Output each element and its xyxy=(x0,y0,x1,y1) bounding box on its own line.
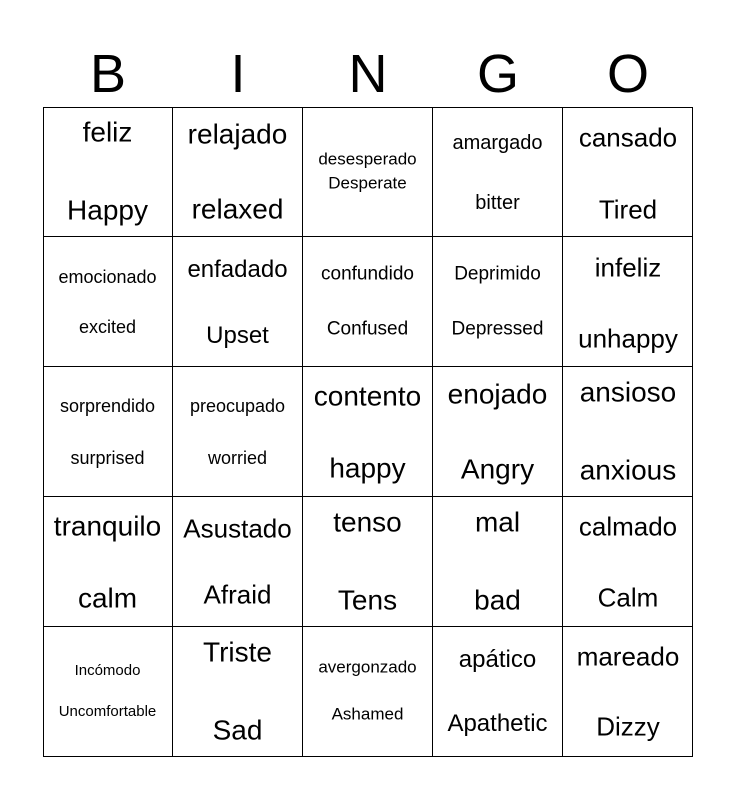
english-word: excited xyxy=(78,317,137,338)
spanish-word: calmado xyxy=(578,511,678,542)
bingo-cell[interactable] xyxy=(563,107,693,237)
spanish-word: Triste xyxy=(203,636,272,668)
spanish-word: amargado xyxy=(452,132,543,154)
spanish-word: enfadado xyxy=(187,255,288,283)
header-letter: I xyxy=(230,44,246,104)
header-letter: B xyxy=(89,44,127,104)
english-word: calm xyxy=(77,582,138,614)
spanish-word: feliz xyxy=(82,116,133,148)
bingo-cell[interactable] xyxy=(303,107,433,237)
english-word: bad xyxy=(474,584,521,616)
bingo-cell[interactable] xyxy=(563,367,693,497)
spanish-word: apático xyxy=(458,645,537,673)
bingo-cell[interactable] xyxy=(43,497,173,627)
spanish-word: Asustado xyxy=(183,513,292,544)
spanish-word: tranquilo xyxy=(53,510,162,542)
english-word: Upset xyxy=(206,321,269,349)
bingo-cell[interactable] xyxy=(433,107,563,237)
spanish-word: sorprendido xyxy=(59,396,156,417)
bingo-cell[interactable] xyxy=(43,107,173,237)
spanish-word: tenso xyxy=(333,506,402,538)
spanish-word: enojado xyxy=(447,378,548,410)
spanish-word: Incómodo xyxy=(74,661,141,679)
english-word: Calm xyxy=(597,582,659,613)
spanish-word: infeliz xyxy=(594,252,662,283)
english-word: Tens xyxy=(337,584,398,616)
english-word: worried xyxy=(207,448,268,469)
english-word: Confused xyxy=(326,318,409,340)
bingo-cell[interactable] xyxy=(303,367,433,497)
english-word: Depressed xyxy=(451,318,544,340)
header-letter: O xyxy=(606,44,649,104)
bingo-cell[interactable] xyxy=(303,627,433,757)
bingo-cell[interactable] xyxy=(303,237,433,367)
spanish-word: ansioso xyxy=(579,376,677,408)
bingo-cell[interactable] xyxy=(433,367,563,497)
spanish-word: mareado xyxy=(576,641,680,672)
spanish-word: cansado xyxy=(578,122,678,153)
spanish-word: confundido xyxy=(321,263,414,285)
spanish-word: avergonzado xyxy=(318,657,417,677)
spanish-word: emocionado xyxy=(58,267,157,288)
english-word: Uncomfortable xyxy=(58,702,157,720)
bingo-cell[interactable] xyxy=(173,627,303,757)
english-word: unhappy xyxy=(578,323,678,354)
english-word: Desperate xyxy=(328,173,407,193)
english-word: Angry xyxy=(460,453,535,485)
english-word: Dizzy xyxy=(596,711,660,742)
english-word: Ashamed xyxy=(331,704,404,724)
bingo-cell[interactable] xyxy=(173,107,303,237)
spanish-word: mal xyxy=(474,506,521,538)
bingo-cell[interactable] xyxy=(43,237,173,367)
bingo-cell[interactable] xyxy=(433,237,563,367)
english-word: Tired xyxy=(598,194,658,225)
bingo-cell[interactable] xyxy=(43,367,173,497)
header-letter: G xyxy=(476,44,519,104)
english-word: Afraid xyxy=(203,579,272,610)
spanish-word: contento xyxy=(313,380,422,412)
bingo-grid xyxy=(43,107,693,757)
english-word: relaxed xyxy=(191,193,284,225)
spanish-word: relajado xyxy=(187,118,288,150)
english-word: surprised xyxy=(70,448,145,469)
bingo-cell[interactable] xyxy=(173,367,303,497)
bingo-cell[interactable] xyxy=(173,497,303,627)
spanish-word: preocupado xyxy=(189,396,286,417)
english-word: Apathetic xyxy=(447,709,548,737)
english-word: bitter xyxy=(475,192,520,214)
spanish-word: desesperado xyxy=(318,149,417,169)
header-letter: N xyxy=(348,44,388,104)
bingo-cell[interactable] xyxy=(433,627,563,757)
bingo-cell[interactable] xyxy=(563,237,693,367)
bingo-cell[interactable] xyxy=(433,497,563,627)
spanish-word: Deprimido xyxy=(454,263,541,285)
english-word: happy xyxy=(329,452,406,484)
bingo-cell[interactable] xyxy=(563,627,693,757)
english-word: Sad xyxy=(212,714,263,746)
english-word: anxious xyxy=(579,454,677,486)
bingo-cell[interactable] xyxy=(173,237,303,367)
bingo-cell[interactable] xyxy=(43,627,173,757)
english-word: Happy xyxy=(67,194,148,226)
bingo-cell[interactable] xyxy=(563,497,693,627)
bingo-cell[interactable] xyxy=(303,497,433,627)
